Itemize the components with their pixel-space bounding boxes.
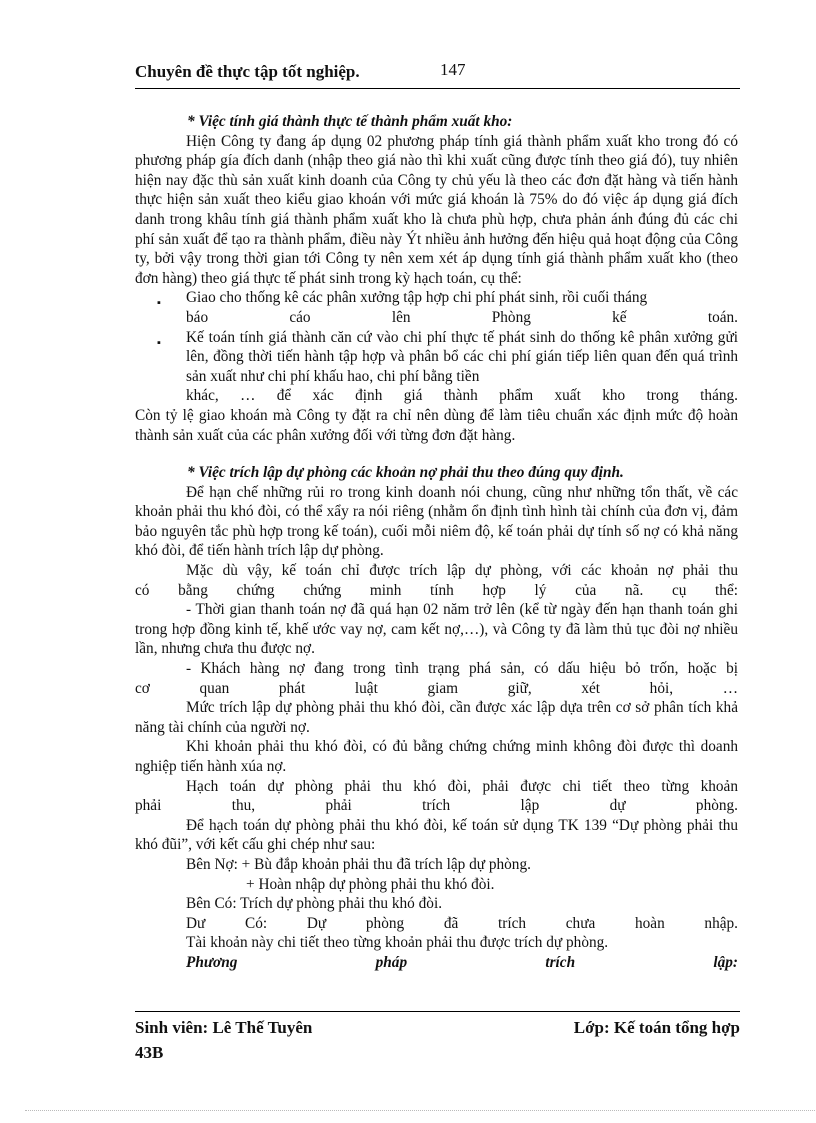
dash-item-line: - Khách hàng nợ đang trong tình trạng phá sản, có dấu hiệu bỏ trốn, hoặc bị (186, 660, 738, 678)
account-credit-line: Bên Có: Trích dự phòng phải thu khó đòi. (186, 895, 443, 913)
paragraph: Để hạn chế những rủi ro trong kinh doanh nói chung, cũng như những tổn thất, về các khoản phải thu khó đòi, có thể xẩy ra nói riêng (nhằm ổn định tình hình tài chính của đơn vị, đảm bảo nguyên tắc phù hợp trong kế toán), cuối mỗi niêm độ, kế toán phải dự tính số nợ có khả năng khó đòi, để tiến hành trích lập dự phòng. (135, 483, 738, 560)
list-item-line: Giao cho thống kê các phân xưởng tập hợp chi phí phát sinh, rồi cuối tháng (186, 289, 648, 307)
document-title: Chuyên đề thực tập tốt nghiệp. (135, 62, 360, 81)
page-header (135, 58, 740, 89)
class-name: Lớp: Kế toán tổng hợp (573, 1018, 740, 1037)
section-heading-cost: * Việc tính giá thành thực tế thành phẩm xuất kho: (187, 113, 513, 130)
section-heading-provision: * Việc trích lập dự phòng các khoản nợ phải thu theo đúng quy định. (187, 464, 624, 482)
bullet-icon: ▪ (157, 297, 161, 310)
method-heading: Phương pháp trích lập: (186, 953, 738, 971)
account-balance-line: Dư Có: Dự phòng đã trích chưa hoàn nhập. (186, 914, 738, 932)
list-item (135, 288, 738, 327)
list-item (135, 328, 738, 406)
list-item-line: Kế toán tính giá thành căn cứ vào chi phí thực tế phát sinh do thống kê phân xưởng gửi lên, đồng thời tiến hành tập hợp và phân bổ các chi phí gián tiếp liên quan đến quá trình sản xuất như chi phí khấu hao, chi phí bằng tiền (186, 328, 738, 385)
list-item-line: báo cáo lên Phòng kế toán. (186, 308, 738, 326)
list-item-line: khác, … để xác định giá thành phẩm xuất kho trong tháng. (186, 387, 738, 405)
account-debit-line: + Hoàn nhập dự phòng phải thu khó đòi. (246, 875, 495, 893)
page-edge-divider (25, 1110, 815, 1111)
account-debit-line: Bên Nợ: + Bù đắp khoản phải thu đã trích lập dự phòng. (186, 855, 531, 873)
paragraph-line: phải thu, phải trích lập dự phòng. (135, 797, 738, 815)
page-body (135, 112, 738, 973)
paragraph: Hiện Công ty đang áp dụng 02 phương pháp tính giá thành phẩm xuất kho trong đó có phương pháp gía đích danh (nhập theo giá nào thì khi xuất cũng được tính theo giá đó), tuy nhiên hiện nay đặc thù sản xuất kinh doanh của Công ty chủ yếu là theo các đơn đặt hàng và tiến hành thực hiện sản xuất theo kiểu giao khoán với mức giá khoán là 75% do đó việc áp dụng giá đích danh trong khâu tính giá thành phẩm xuất kho là chưa phù hợp, chưa phản ánh đúng đủ các chi phí sản xuất để tạo ra thành phẩm, điều này Ýt nhiều ảnh hưởng đến hiệu quả hoạt động của Công ty, bởi vậy trong thời gian tới Công ty nên xem xét áp dụng tính giá thành phẩm xuất kho (theo đơn hàng) theo giá thực tế phát sinh trong kỳ hạch toán, cụ thể: (135, 132, 738, 287)
paragraph-line: Hạch toán dự phòng phải thu khó đòi, phải được chi tiết theo từng khoản (186, 777, 738, 795)
paragraph: Mức trích lập dự phòng phải thu khó đòi, cần được xác lập dựa trên cơ sở phân tích khả năng tài chính của người nợ. (135, 699, 738, 736)
dash-item-line: cơ quan phát luật giam giữ, xét hỏi, … (135, 679, 738, 697)
account-detail-line: Tài khoản này chi tiết theo từng khoản phải thu được trích dự phòng. (186, 934, 609, 952)
class-code: 43B (135, 1043, 164, 1062)
paragraph-line: Mặc dù vậy, kế toán chỉ được trích lập dự phòng, với các khoản nợ phải thu (186, 562, 738, 580)
page-footer (135, 1011, 740, 1062)
bullet-icon: ▪ (157, 336, 161, 349)
paragraph: Còn tỷ lệ giao khoán mà Công ty đặt ra chỉ nên dùng để làm tiêu chuẩn xác định mức độ hoàn thành sản xuất của các phân xưởng đối với từng đơn đặt hàng. (135, 406, 738, 444)
paragraph-line: có bằng chứng chứng minh tính hợp lý của nã. cụ thể: (135, 581, 738, 599)
dash-item: - Thời gian thanh toán nợ đã quá hạn 02 năm trở lên (kể từ ngày đến hạn thanh toán ghi trong hợp đồng kinh tế, khế ước vay nợ, cam kết nợ,…), và Công ty đã làm thủ tục đòi nợ nhiều lần, nhưng chưa thu được nợ. (135, 601, 738, 658)
paragraph: Khi khoản phải thu khó đòi, có đủ bằng chứng chứng minh không đòi được thì doanh nghiệp tiến hành xúa nợ. (135, 738, 738, 775)
student-name: Sinh viên: Lê Thế Tuyên (135, 1018, 313, 1037)
page-number: 147 (440, 60, 466, 79)
paragraph: Để hạch toán dự phòng phải thu khó đòi, kế toán sử dụng TK 139 “Dự phòng phải thu khó đũi”, với kết cấu ghi chép như sau: (135, 816, 738, 854)
